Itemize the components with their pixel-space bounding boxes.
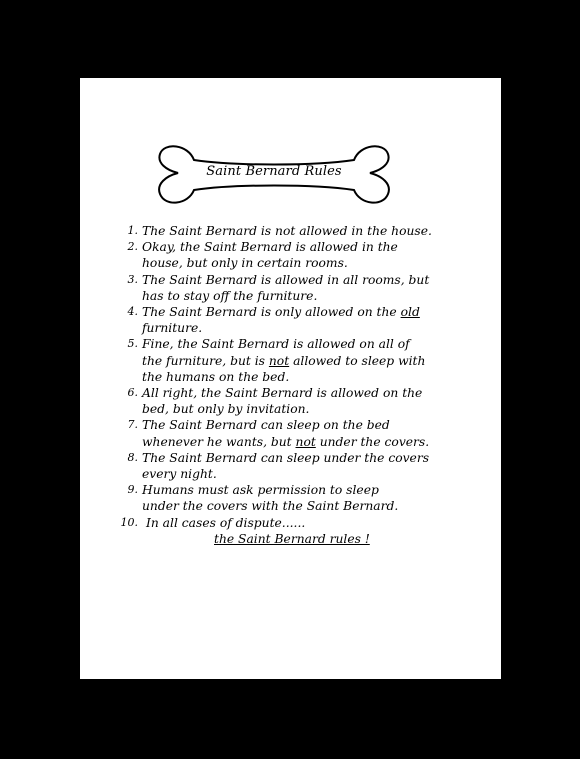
rule-text: The Saint Bernard is not allowed in the house.: [142, 224, 432, 238]
rule-text-segment: the furniture, but is: [142, 353, 269, 368]
rule-text: The Saint Bernard can sleep on the bed: [142, 418, 390, 433]
rule-text: All right, the Saint Bernard is allowed on the: [142, 386, 423, 401]
rule-number: 7.: [127, 418, 138, 432]
rule-text: In all cases of dispute......: [146, 515, 306, 530]
rule-text: The Saint Bernard can sleep under the covers: [142, 450, 430, 465]
rule-number: 1.: [127, 224, 138, 237]
rule-text: has to stay off the furniture.: [142, 288, 318, 303]
list-item: [116, 385, 501, 417]
rule-text-segment: The Saint Bernard is only allowed on the: [142, 305, 401, 320]
rule-text: bed, but only by invitation.: [142, 402, 310, 417]
rule-number: 9.: [127, 483, 138, 497]
underlined-word: not: [268, 353, 290, 368]
document-page: [80, 78, 501, 679]
rule-number: 6.: [127, 386, 138, 400]
list-item: [116, 239, 501, 271]
rule-number: 10.: [120, 515, 138, 529]
conclusion-text: the Saint Bernard rules !: [214, 531, 370, 546]
rule-number: 2.: [127, 240, 138, 254]
list-item: [116, 272, 501, 304]
rule-text: every night.: [142, 467, 217, 482]
rule-text: Okay, the Saint Bernard is allowed in the: [142, 240, 398, 255]
list-item: [116, 417, 501, 449]
page-title: Saint Bernard Rules: [206, 164, 342, 179]
list-item: [116, 304, 501, 336]
underlined-word: old: [400, 305, 420, 320]
list-item: [116, 223, 501, 239]
bone-title-badge: [154, 138, 394, 213]
list-item: [116, 336, 501, 385]
rule-text: Fine, the Saint Bernard is allowed on all of: [142, 337, 410, 352]
rule-text-segment: under the covers.: [315, 434, 430, 449]
rule-text: Humans must ask permission to sleep: [142, 483, 379, 498]
rule-text: furniture.: [142, 321, 203, 336]
rule-text: the humans on the bed.: [142, 369, 290, 384]
rule-text: The Saint Bernard is allowed in all rooms, but: [142, 272, 430, 287]
rule-number: 5.: [127, 337, 138, 351]
list-item: [116, 515, 501, 547]
rule-text: house, but only in certain rooms.: [142, 256, 348, 271]
rule-text: [142, 353, 501, 369]
rule-number: 4.: [127, 305, 138, 319]
rule-number: 8.: [127, 450, 138, 464]
list-item: [116, 482, 501, 514]
rule-text: under the covers with the Saint Bernard.: [142, 499, 399, 514]
rule-text-segment: allowed to sleep with: [289, 353, 426, 368]
rules-list: [116, 223, 501, 547]
rule-number: 3.: [127, 272, 138, 286]
rule-text: [142, 304, 501, 320]
rule-text-segment: whenever he wants, but: [142, 434, 296, 449]
list-item: [116, 450, 501, 482]
rule-text: [142, 434, 501, 450]
underlined-word: not: [295, 434, 316, 449]
